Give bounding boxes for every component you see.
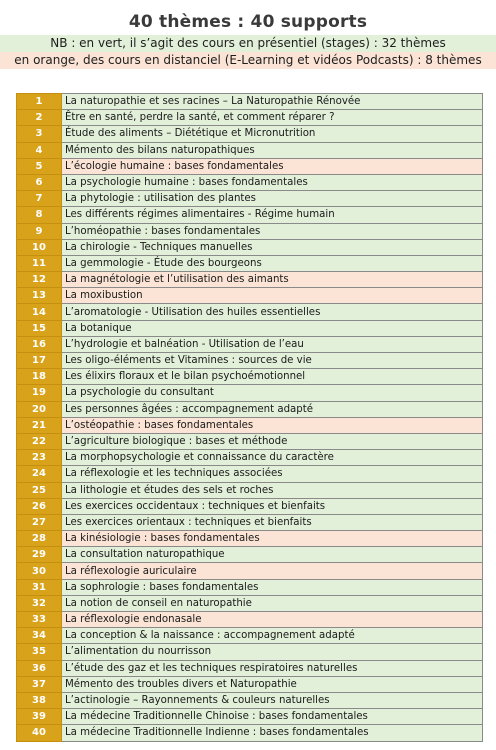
theme-number: 22 xyxy=(17,433,62,449)
theme-number: 29 xyxy=(17,547,62,563)
theme-number: 24 xyxy=(17,466,62,482)
theme-label: L’hydrologie et balnéation - Utilisation de l’eau xyxy=(62,336,483,352)
table-row xyxy=(17,191,483,207)
theme-number: 18 xyxy=(17,369,62,385)
table-row xyxy=(17,644,483,660)
theme-label: La moxibustion xyxy=(62,288,483,304)
table-row xyxy=(17,158,483,174)
table-row xyxy=(17,272,483,288)
page-title: 40 thèmes : 40 supports xyxy=(128,12,368,32)
table-row xyxy=(17,692,483,708)
theme-number: 40 xyxy=(17,725,62,741)
theme-number: 34 xyxy=(17,628,62,644)
theme-label: La naturopathie et ses racines – La Naturopathie Rénovée xyxy=(62,94,483,110)
theme-number: 9 xyxy=(17,223,62,239)
theme-label: La gemmologie - Étude des bourgeons xyxy=(62,255,483,271)
theme-number: 14 xyxy=(17,304,62,320)
theme-number: 13 xyxy=(17,288,62,304)
table-row xyxy=(17,450,483,466)
table-row xyxy=(17,142,483,158)
table-row xyxy=(17,207,483,223)
legend-note-distanciel: en orange, des cours en distanciel (E-Learning et vidéos Podcasts) : 8 thèmes xyxy=(0,52,496,69)
theme-label: La consultation naturopathique xyxy=(62,547,483,563)
themes-table-body xyxy=(17,94,483,742)
table-row xyxy=(17,660,483,676)
theme-number: 7 xyxy=(17,191,62,207)
theme-number: 3 xyxy=(17,126,62,142)
theme-number: 1 xyxy=(17,94,62,110)
theme-label: Les oligo-éléments et Vitamines : sources de vie xyxy=(62,353,483,369)
theme-label: Les exercices orientaux : techniques et bienfaits xyxy=(62,514,483,530)
table-row xyxy=(17,725,483,741)
table-row xyxy=(17,353,483,369)
theme-label: Les élixirs floraux et le bilan psychoémotionnel xyxy=(62,369,483,385)
theme-label: La conception & la naissance : accompagnement adapté xyxy=(62,628,483,644)
theme-label: La phytologie : utilisation des plantes xyxy=(62,191,483,207)
table-row xyxy=(17,628,483,644)
theme-label: Mémento des bilans naturopathiques xyxy=(62,142,483,158)
theme-number: 17 xyxy=(17,353,62,369)
theme-label: L’agriculture biologique : bases et méthode xyxy=(62,433,483,449)
theme-number: 28 xyxy=(17,531,62,547)
table-row xyxy=(17,304,483,320)
theme-label: L’aromatologie - Utilisation des huiles essentielles xyxy=(62,304,483,320)
table-row xyxy=(17,482,483,498)
table-row xyxy=(17,369,483,385)
theme-label: L’alimentation du nourrisson xyxy=(62,644,483,660)
theme-label: Les exercices occidentaux : techniques et bienfaits xyxy=(62,498,483,514)
theme-number: 37 xyxy=(17,676,62,692)
table-row xyxy=(17,709,483,725)
theme-number: 4 xyxy=(17,142,62,158)
theme-label: La réflexologie endonasale xyxy=(62,612,483,628)
theme-label: La médecine Traditionnelle Indienne : bases fondamentales xyxy=(62,725,483,741)
theme-label: La kinésiologie : bases fondamentales xyxy=(62,531,483,547)
theme-number: 21 xyxy=(17,417,62,433)
theme-label: Étude des aliments – Diététique et Micronutrition xyxy=(62,126,483,142)
theme-number: 32 xyxy=(17,595,62,611)
table-row xyxy=(17,579,483,595)
table-row xyxy=(17,336,483,352)
theme-number: 15 xyxy=(17,320,62,336)
theme-number: 11 xyxy=(17,255,62,271)
theme-label: La morphopsychologie et connaissance du caractère xyxy=(62,450,483,466)
theme-number: 19 xyxy=(17,385,62,401)
table-row xyxy=(17,433,483,449)
table-row xyxy=(17,239,483,255)
theme-label: La psychologie humaine : bases fondamentales xyxy=(62,174,483,190)
theme-label: La réflexologie et les techniques associées xyxy=(62,466,483,482)
table-row xyxy=(17,563,483,579)
theme-label: La chirologie - Techniques manuelles xyxy=(62,239,483,255)
theme-number: 26 xyxy=(17,498,62,514)
theme-label: La botanique xyxy=(62,320,483,336)
themes-table xyxy=(16,93,483,742)
theme-number: 5 xyxy=(17,158,62,174)
table-row xyxy=(17,466,483,482)
legend-note-presentiel: NB : en vert, il s’agit des cours en présentiel (stages) : 32 thèmes xyxy=(0,35,496,52)
theme-number: 8 xyxy=(17,207,62,223)
theme-number: 23 xyxy=(17,450,62,466)
theme-number: 6 xyxy=(17,174,62,190)
table-row xyxy=(17,547,483,563)
theme-label: La magnétologie et l’utilisation des aimants xyxy=(62,272,483,288)
theme-label: La lithologie et études des sels et roches xyxy=(62,482,483,498)
table-row xyxy=(17,531,483,547)
theme-number: 35 xyxy=(17,644,62,660)
theme-number: 36 xyxy=(17,660,62,676)
table-row xyxy=(17,514,483,530)
table-row xyxy=(17,385,483,401)
table-row xyxy=(17,401,483,417)
table-row xyxy=(17,255,483,271)
table-row xyxy=(17,174,483,190)
table-row xyxy=(17,417,483,433)
theme-label: Les différents régimes alimentaires - Régime humain xyxy=(62,207,483,223)
theme-label: La réflexologie auriculaire xyxy=(62,563,483,579)
table-row xyxy=(17,288,483,304)
theme-number: 33 xyxy=(17,612,62,628)
table-row xyxy=(17,223,483,239)
theme-number: 30 xyxy=(17,563,62,579)
theme-number: 25 xyxy=(17,482,62,498)
table-row xyxy=(17,110,483,126)
theme-number: 27 xyxy=(17,514,62,530)
theme-number: 2 xyxy=(17,110,62,126)
theme-label: La sophrologie : bases fondamentales xyxy=(62,579,483,595)
theme-label: L’ostéopathie : bases fondamentales xyxy=(62,417,483,433)
theme-number: 20 xyxy=(17,401,62,417)
theme-label: Être en santé, perdre la santé, et comment réparer ? xyxy=(62,110,483,126)
table-row xyxy=(17,126,483,142)
theme-label: L’actinologie – Rayonnements & couleurs naturelles xyxy=(62,692,483,708)
theme-number: 31 xyxy=(17,579,62,595)
theme-number: 10 xyxy=(17,239,62,255)
theme-label: La médecine Traditionnelle Chinoise : bases fondamentales xyxy=(62,709,483,725)
theme-number: 12 xyxy=(17,272,62,288)
theme-label: La psychologie du consultant xyxy=(62,385,483,401)
theme-label: L’étude des gaz et les techniques respiratoires naturelles xyxy=(62,660,483,676)
theme-number: 16 xyxy=(17,336,62,352)
theme-number: 39 xyxy=(17,709,62,725)
theme-label: L’écologie humaine : bases fondamentales xyxy=(62,158,483,174)
theme-label: L’homéopathie : bases fondamentales xyxy=(62,223,483,239)
table-row xyxy=(17,676,483,692)
theme-label: Mémento des troubles divers et Naturopathie xyxy=(62,676,483,692)
theme-number: 38 xyxy=(17,692,62,708)
table-row xyxy=(17,94,483,110)
theme-label: La notion de conseil en naturopathie xyxy=(62,595,483,611)
table-row xyxy=(17,612,483,628)
table-row xyxy=(17,498,483,514)
table-row xyxy=(17,595,483,611)
theme-label: Les personnes âgées : accompagnement adapté xyxy=(62,401,483,417)
table-row xyxy=(17,320,483,336)
